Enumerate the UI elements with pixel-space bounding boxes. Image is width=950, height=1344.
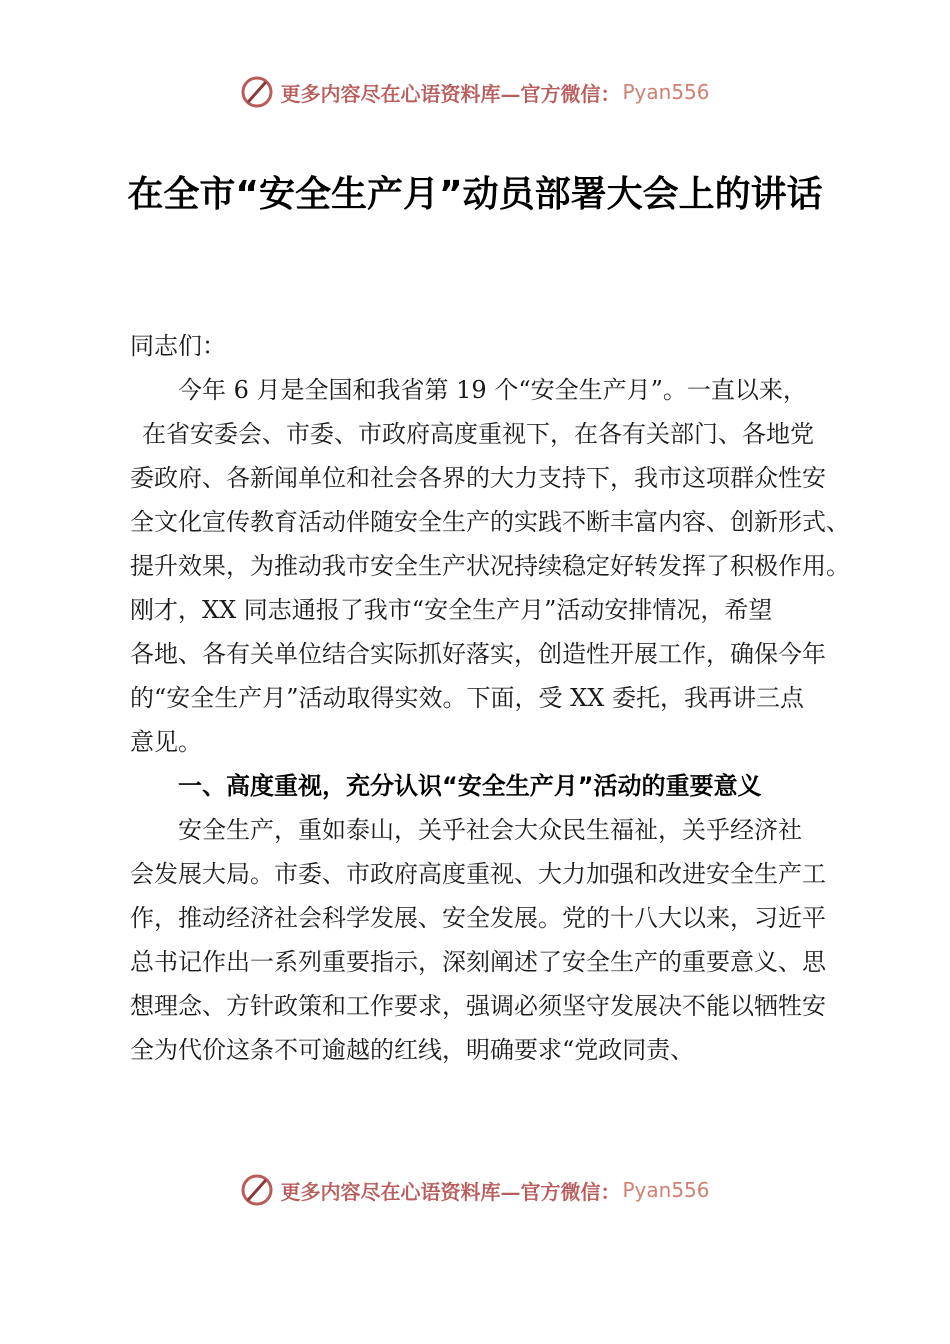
banner-text: 更多内容尽在心语资料库—官方微信：	[280, 81, 621, 106]
paragraph-line: 刚才，XX 同志通报了我市“安全生产月”活动安排情况，希望	[130, 596, 773, 624]
banner-wechat-id: Pyan556	[622, 80, 710, 104]
document-title: 在全市“安全生产月”动员部署大会上的讲话	[127, 174, 823, 215]
brush-logo-icon	[240, 1173, 274, 1207]
paragraph-line: 在省安委会、市委、市政府高度重视下，在各有关部门、各地党	[142, 420, 814, 448]
paragraph-line: 提升效果，为推动我市安全生产状况持续稳定好转发挥了积极作用。	[130, 552, 850, 580]
paragraph-line: 作，推动经济社会科学发展、安全发展。党的十八大以来，习近平	[130, 904, 826, 932]
paragraph-line: 的“安全生产月”活动取得实效。下面，受 XX 委托，我再讲三点	[130, 684, 804, 712]
paragraph-line: 委政府、各新闻单位和社会各界的大力支持下，我市这项群众性安	[130, 464, 826, 492]
paragraph-line: 今年 6 月是全国和我省第 19 个“安全生产月”。一直以来，	[178, 376, 807, 404]
banner-wechat-id: Pyan556	[622, 1178, 710, 1202]
paragraph-line: 总书记作出一系列重要指示，深刻阐述了安全生产的重要意义、思	[130, 948, 826, 976]
paragraph-line: 全文化宣传教育活动伴随安全生产的实践不断丰富内容、创新形式、	[130, 508, 850, 536]
paragraph-line: 意见。	[130, 728, 202, 756]
paragraph-line: 想理念、方针政策和工作要求，强调必须坚守发展决不能以牺牲安	[130, 992, 826, 1020]
footer-watermark-banner	[0, 1170, 950, 1210]
paragraph-line: 安全生产，重如泰山，关乎社会大众民生福祉，关乎经济社	[178, 816, 802, 844]
paragraph-line: 全为代价这条不可逾越的红线，明确要求“党政同责、	[130, 1036, 695, 1064]
paragraph-line: 会发展大局。市委、市政府高度重视、大力加强和改进安全生产工	[130, 860, 826, 888]
salutation: 同志们：	[130, 332, 226, 360]
document-body	[130, 324, 850, 1072]
paragraph-line: 各地、各有关单位结合实际抓好落实，创造性开展工作，确保今年	[130, 640, 826, 668]
banner-text: 更多内容尽在心语资料库—官方微信：	[280, 1179, 621, 1204]
section-heading-1: 一、高度重视，充分认识“安全生产月”活动的重要意义	[178, 772, 762, 800]
brush-logo-icon	[240, 75, 274, 109]
header-watermark-banner	[0, 72, 950, 112]
